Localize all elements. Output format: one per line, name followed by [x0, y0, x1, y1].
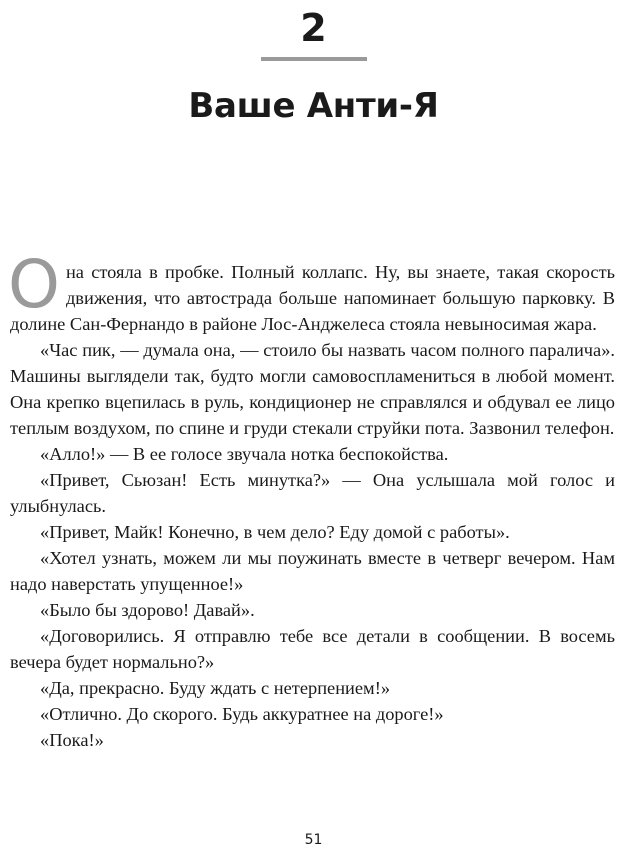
chapter-rule — [261, 57, 367, 61]
paragraph: «Привет, Сьюзан! Есть минутка?» — Она услышала мой голос и улыбнулась. — [10, 470, 615, 516]
paragraph: «Договорились. Я отправлю тебе все детали в сообщении. В восемь вечера будет нормально?» — [10, 626, 615, 672]
chapter-number: 2 — [300, 6, 327, 50]
paragraph — [8, 246, 615, 337]
drop-cap: О — [8, 246, 60, 323]
chapter-title: Ваше Анти-Я — [188, 86, 439, 126]
paragraph: «Привет, Майк! Конечно, в чем дело? Еду домой с работы». — [40, 522, 510, 542]
paragraph: «Алло!» — В ее голосе звучала нотка беспокойства. — [40, 444, 449, 464]
paragraph: «Было бы здорово! Давай». — [40, 600, 255, 620]
paragraph: «Да, прекрасно. Буду ждать с нетерпением!» — [40, 678, 391, 698]
body-text — [8, 246, 615, 753]
paragraph-text: на стояла в пробке. Полный коллапс. Ну, вы знаете, такая скорость движения, что автострада больше напоминает большую парковку. В долине Сан-Фернандо в районе Лос-Анджелеса стояла невыносимая жара. — [10, 262, 615, 334]
paragraph: «Час пик, — думала она, — стоило бы назвать часом полного паралича». Машины выглядели так, будто могли самовоспламениться в любой момент. Она крепко вцепилась в руль, кондиционер не справлялся и обдувал ее лицо теплым воздухом, по спине и груди стекали струйки пота. Зазвонил телефон. — [10, 340, 615, 438]
page-number: 51 — [304, 832, 323, 848]
paragraph: «Хотел узнать, можем ли мы поужинать вместе в четверг вечером. Нам надо наверстать упущенное!» — [10, 548, 615, 594]
paragraph: «Отлично. До скорого. Будь аккуратнее на дороге!» — [40, 704, 444, 724]
paragraph: «Пока!» — [40, 730, 104, 750]
